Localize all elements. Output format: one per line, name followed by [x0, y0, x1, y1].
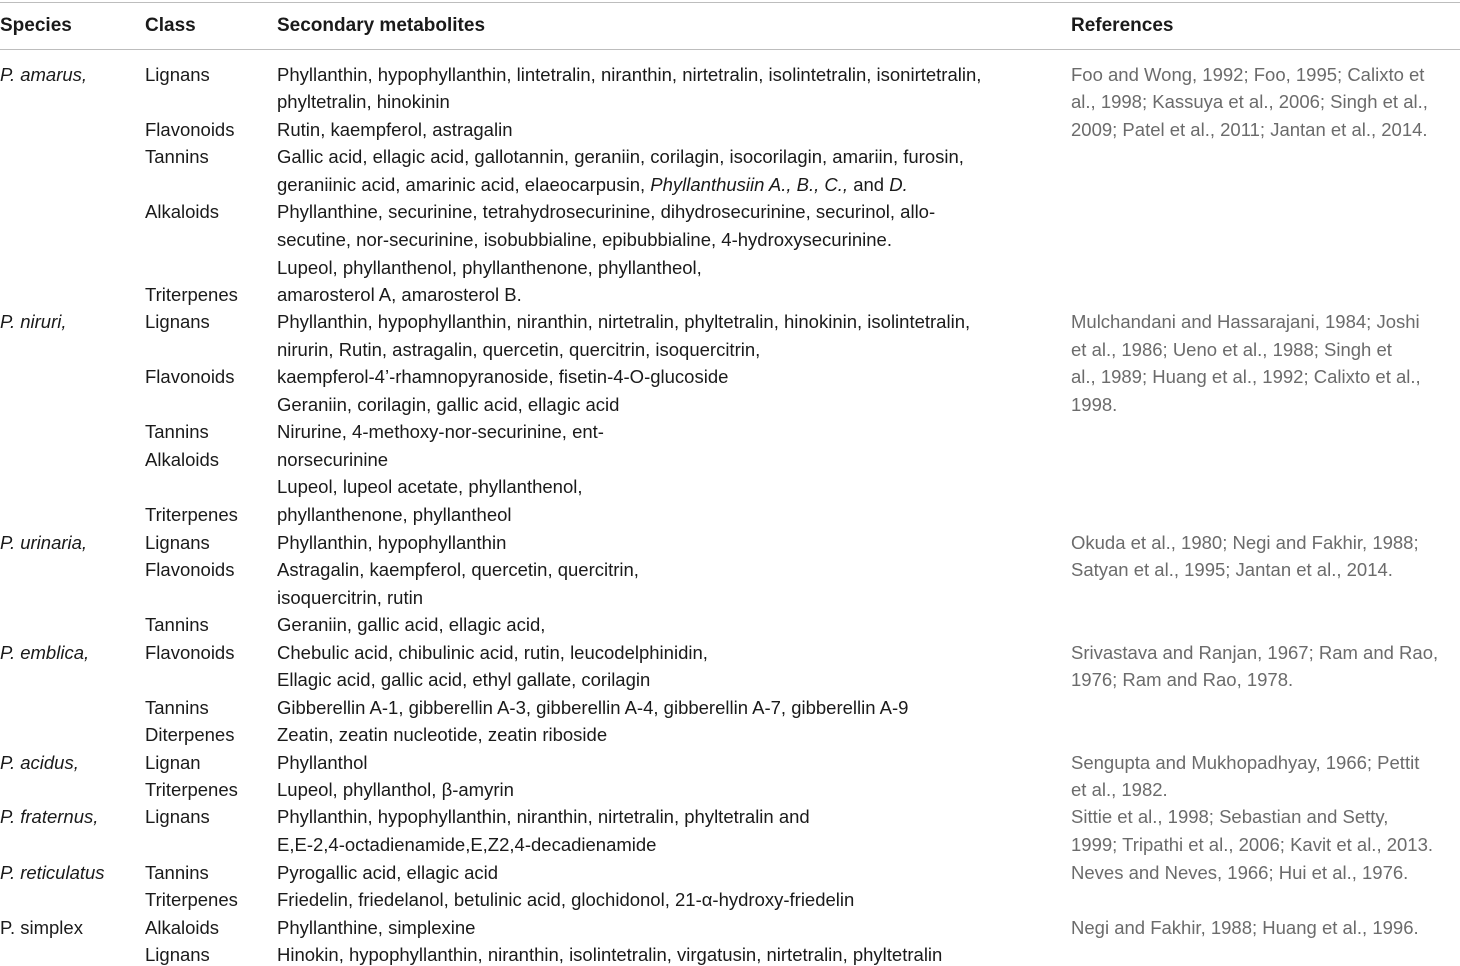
reference-line: 1976; Ram and Rao, 1978. [1071, 669, 1294, 690]
reference-line: Foo and Wong, 1992; Foo, 1995; Calixto et [1071, 64, 1425, 85]
class-cell: Triterpenes [145, 284, 238, 305]
class-cell: Lignans [145, 944, 210, 965]
reference-line: 1998. [1071, 394, 1118, 415]
header-rule [0, 49, 1460, 50]
reference-line: Mulchandani and Hassarajani, 1984; Joshi [1071, 311, 1420, 332]
class-cell: Lignans [145, 64, 210, 85]
metabolite-line: secutine, nor-securinine, isobubbialine, epibubbialine, 4-hydroxysecurinine. [277, 229, 892, 250]
header-class: Class [145, 15, 196, 36]
metabolite-line: Rutin, kaempferol, astragalin [277, 119, 513, 140]
species-p-emblica: P. emblica, [0, 642, 90, 663]
metabolite-line: isoquercitrin, rutin [277, 587, 424, 608]
metabolite-line: Nirurine, 4-methoxy-nor-securinine, ent- [277, 421, 604, 442]
metabolite-text: geraniinic acid, amarinic acid, elaeocarpusin, [277, 174, 646, 195]
reference-line: 1999; Tripathi et al., 2006; Kavit et al., 2013. [1071, 834, 1434, 855]
species-p-acidus: P. acidus, [0, 752, 79, 773]
metabolite-line: Chebulic acid, chibulinic acid, rutin, leucodelphinidin, [277, 642, 708, 663]
class-cell: Lignans [145, 311, 210, 332]
metabolite-line: Phyllanthin, hypophyllanthin, niranthin, nirtetralin, phyltetralin and [277, 806, 810, 827]
class-cell: Flavonoids [145, 366, 235, 387]
reference-line: Srivastava and Ranjan, 1967; Ram and Rao, [1071, 642, 1439, 663]
species-p-urinaria: P. urinaria, [0, 532, 88, 553]
metabolite-line: phyllanthenone, phyllantheol [277, 504, 512, 525]
metabolite-line: Phyllanthine, simplexine [277, 917, 476, 938]
metabolite-line: Lupeol, phyllanthenol, phyllanthenone, phyllantheol, [277, 257, 702, 278]
class-cell: Alkaloids [145, 449, 220, 470]
reference-line: et al., 1986; Ueno et al., 1988; Singh et [1071, 339, 1392, 360]
species-p-fraternus: P. fraternus, [0, 806, 99, 827]
metabolite-line: Phyllanthine, securinine, tetrahydrosecurinine, dihydrosecurinine, securinol, allo- [277, 201, 936, 222]
metabolite-text-italic: D. [889, 174, 908, 195]
metabolite-line: norsecurinine [277, 449, 389, 470]
metabolite-line: E,E-2,4-octadienamide,E,Z2,4-decadienamide [277, 834, 657, 855]
class-cell: Tannins [145, 146, 209, 167]
metabolite-line: Geraniin, corilagin, gallic acid, ellagic acid [277, 394, 620, 415]
metabolite-line: Phyllanthin, hypophyllanthin, lintetralin, niranthin, nirtetralin, isolintetralin, isonirtetralin, [277, 64, 982, 85]
class-cell: Lignans [145, 806, 210, 827]
class-cell: Flavonoids [145, 642, 235, 663]
metabolite-line: Phyllanthol [277, 752, 368, 773]
metabolite-line: Phyllanthin, hypophyllanthin [277, 532, 507, 553]
metabolite-line: nirurin, Rutin, astragalin, quercetin, quercitrin, isoquercitrin, [277, 339, 761, 360]
species-p-amarus: P. amarus, [0, 64, 88, 85]
class-cell: Flavonoids [145, 559, 235, 580]
metabolite-line: Hinokin, hypophyllanthin, niranthin, isolintetralin, virgatusin, nirtetralin, phyltetralin [277, 944, 943, 965]
metabolite-line: amarosterol A, amarosterol B. [277, 284, 522, 305]
metabolite-line: Phyllanthin, hypophyllanthin, niranthin, nirtetralin, phyltetralin, hinokinin, isolintetralin, [277, 311, 971, 332]
metabolite-line: Gallic acid, ellagic acid, gallotannin, geraniin, corilagin, isocorilagin, amariin, furosin, [277, 146, 964, 167]
metabolite-line: Astragalin, kaempferol, quercetin, quercitrin, [277, 559, 639, 580]
reference-line: et al., 1982. [1071, 779, 1168, 800]
reference-line: al., 1989; Huang et al., 1992; Calixto et al., [1071, 366, 1421, 387]
class-cell: Lignans [145, 532, 210, 553]
class-cell: Triterpenes [145, 779, 238, 800]
metabolite-line: Zeatin, zeatin nucleotide, zeatin riboside [277, 724, 608, 745]
metabolite-line: kaempferol-4’-rhamnopyranoside, fisetin-4-O-glucoside [277, 366, 729, 387]
species-p-reticulatus: P. reticulatus [0, 862, 105, 883]
header-species: Species [0, 15, 72, 36]
class-cell: Triterpenes [145, 889, 238, 910]
metabolite-line: Geraniin, gallic acid, ellagic acid, [277, 614, 546, 635]
class-cell: Tannins [145, 862, 209, 883]
metabolite-text: and [853, 174, 885, 195]
species-p-simplex: P. simplex [0, 917, 83, 938]
header-references: References [1071, 15, 1174, 36]
header-secondary-metabolites: Secondary metabolites [277, 15, 486, 36]
species-p-niruri: P. niruri, [0, 311, 67, 332]
metabolite-line-with-italics [277, 174, 908, 196]
reference-line: 2009; Patel et al., 2011; Jantan et al., 2014. [1071, 119, 1428, 140]
reference-line: Okuda et al., 1980; Negi and Fakhir, 1988; [1071, 532, 1419, 553]
reference-line: al., 1998; Kassuya et al., 2006; Singh et al., [1071, 91, 1428, 112]
metabolite-line: Lupeol, phyllanthol, β-amyrin [277, 779, 514, 800]
reference-line: Sengupta and Mukhopadhyay, 1966; Pettit [1071, 752, 1420, 773]
metabolite-line: Pyrogallic acid, ellagic acid [277, 862, 499, 883]
metabolite-line: Gibberellin A-1, gibberellin A-3, gibberellin A-4, gibberellin A-7, gibberellin A-9 [277, 697, 909, 718]
class-cell: Lignan [145, 752, 201, 773]
class-cell: Tannins [145, 614, 209, 635]
reference-line: Negi and Fakhir, 1988; Huang et al., 1996. [1071, 917, 1419, 938]
class-cell: Diterpenes [145, 724, 235, 745]
metabolite-text-italic: Phyllanthusiin A., B., C., [650, 174, 849, 195]
metabolite-line: Friedelin, friedelanol, betulinic acid, glochidonol, 21-α-hydroxy-friedelin [277, 889, 855, 910]
class-cell: Tannins [145, 697, 209, 718]
reference-line: Satyan et al., 1995; Jantan et al., 2014. [1071, 559, 1393, 580]
reference-line: Sittie et al., 1998; Sebastian and Setty, [1071, 806, 1389, 827]
table-top-rule [0, 2, 1460, 3]
class-cell: Flavonoids [145, 119, 235, 140]
metabolite-line: Ellagic acid, gallic acid, ethyl gallate, corilagin [277, 669, 651, 690]
metabolite-line: phyltetralin, hinokinin [277, 91, 450, 112]
class-cell: Alkaloids [145, 917, 220, 938]
reference-line: Neves and Neves, 1966; Hui et al., 1976. [1071, 862, 1409, 883]
metabolite-line: Lupeol, lupeol acetate, phyllanthenol, [277, 476, 583, 497]
class-cell: Alkaloids [145, 201, 220, 222]
class-cell: Tannins [145, 421, 209, 442]
class-cell: Triterpenes [145, 504, 238, 525]
